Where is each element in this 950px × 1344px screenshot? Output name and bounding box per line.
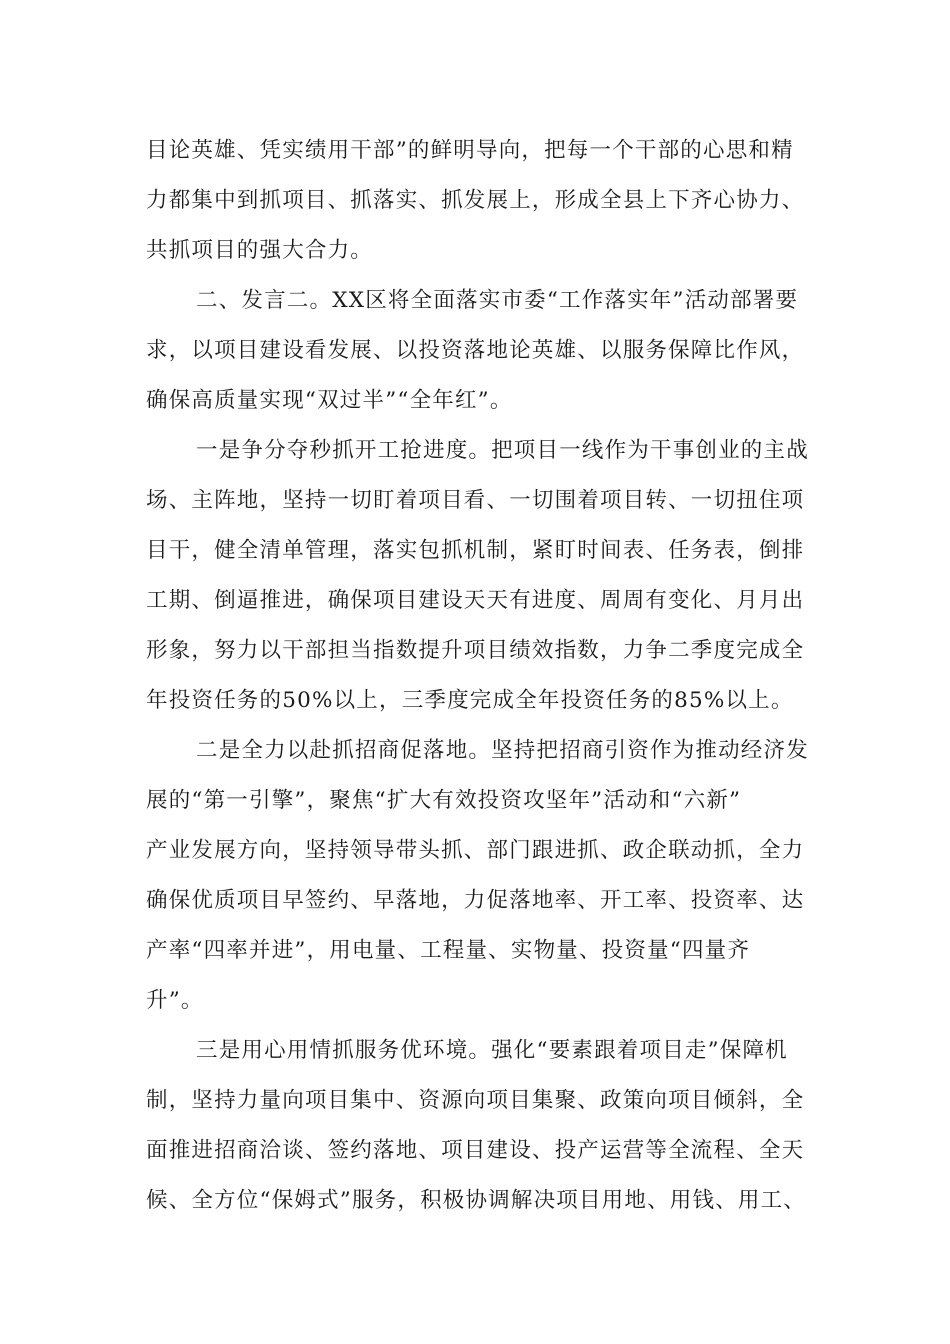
text-line: 制，坚持力量向项目集中、资源向项目集聚、政策向项目倾斜，全 — [146, 1088, 805, 1113]
text-line: 工期、倒逼推进，确保项目建设天天有进度、周周有变化、月月出 — [146, 588, 805, 613]
text-line: 升”。 — [146, 988, 204, 1013]
text-line: 确保高质量实现“双过半”“全年红”。 — [146, 388, 513, 413]
text-line: 产率“四率并进”，用电量、工程量、实物量、投资量“四量齐 — [146, 938, 751, 963]
text-line: 求，以项目建设看发展、以投资落地论英雄、以服务保障比作风， — [146, 338, 805, 363]
text-line: 候、全方位“保姆式”服务，积极协调解决项目用地、用钱、用工、 — [146, 1188, 806, 1213]
text-line: 场、主阵地，坚持一切盯着项目看、一切围着项目转、一切扭住项 — [146, 488, 805, 513]
paragraph-first-line: 一是争分夺秒抓开工抢进度。把项目一线作为干事创业的主战 — [196, 438, 809, 463]
text-line: 展的“第一引擎”，聚焦“扩大有效投资攻坚年”活动和“六新” — [146, 788, 742, 813]
text-line: 目干，健全清单管理，落实包抓机制，紧盯时间表、任务表，倒排 — [146, 538, 805, 563]
text-line: 产业发展方向，坚持领导带头抓、部门跟进抓、政企联动抓，全力 — [146, 838, 805, 863]
text-line: 年投资任务的50%以上，三季度完成全年投资任务的85%以上。 — [146, 688, 794, 713]
text-line: 目论英雄、凭实绩用干部”的鲜明导向，把每一个干部的心思和精 — [146, 138, 794, 163]
paragraph-first-line: 二是全力以赴抓招商促落地。坚持把招商引资作为推动经济发 — [196, 738, 809, 763]
paragraph-first-line: 三是用心用情抓服务优环境。强化“要素跟着项目走”保障机 — [196, 1038, 788, 1063]
paragraph-first-line: 二、发言二。XX区将全面落实市委“工作落实年”活动部署要 — [196, 288, 799, 313]
text-line: 确保优质项目早签约、早落地，力促落地率、开工率、投资率、达 — [146, 888, 805, 913]
text-line: 形象，努力以干部担当指数提升项目绩效指数，力争二季度完成全 — [146, 638, 805, 663]
text-line: 面推进招商洽谈、签约落地、项目建设、投产运营等全流程、全天 — [146, 1138, 805, 1163]
text-line: 共抓项目的强大合力。 — [146, 238, 374, 263]
text-line: 力都集中到抓项目、抓落实、抓发展上，形成全县上下齐心协力、 — [146, 188, 805, 213]
